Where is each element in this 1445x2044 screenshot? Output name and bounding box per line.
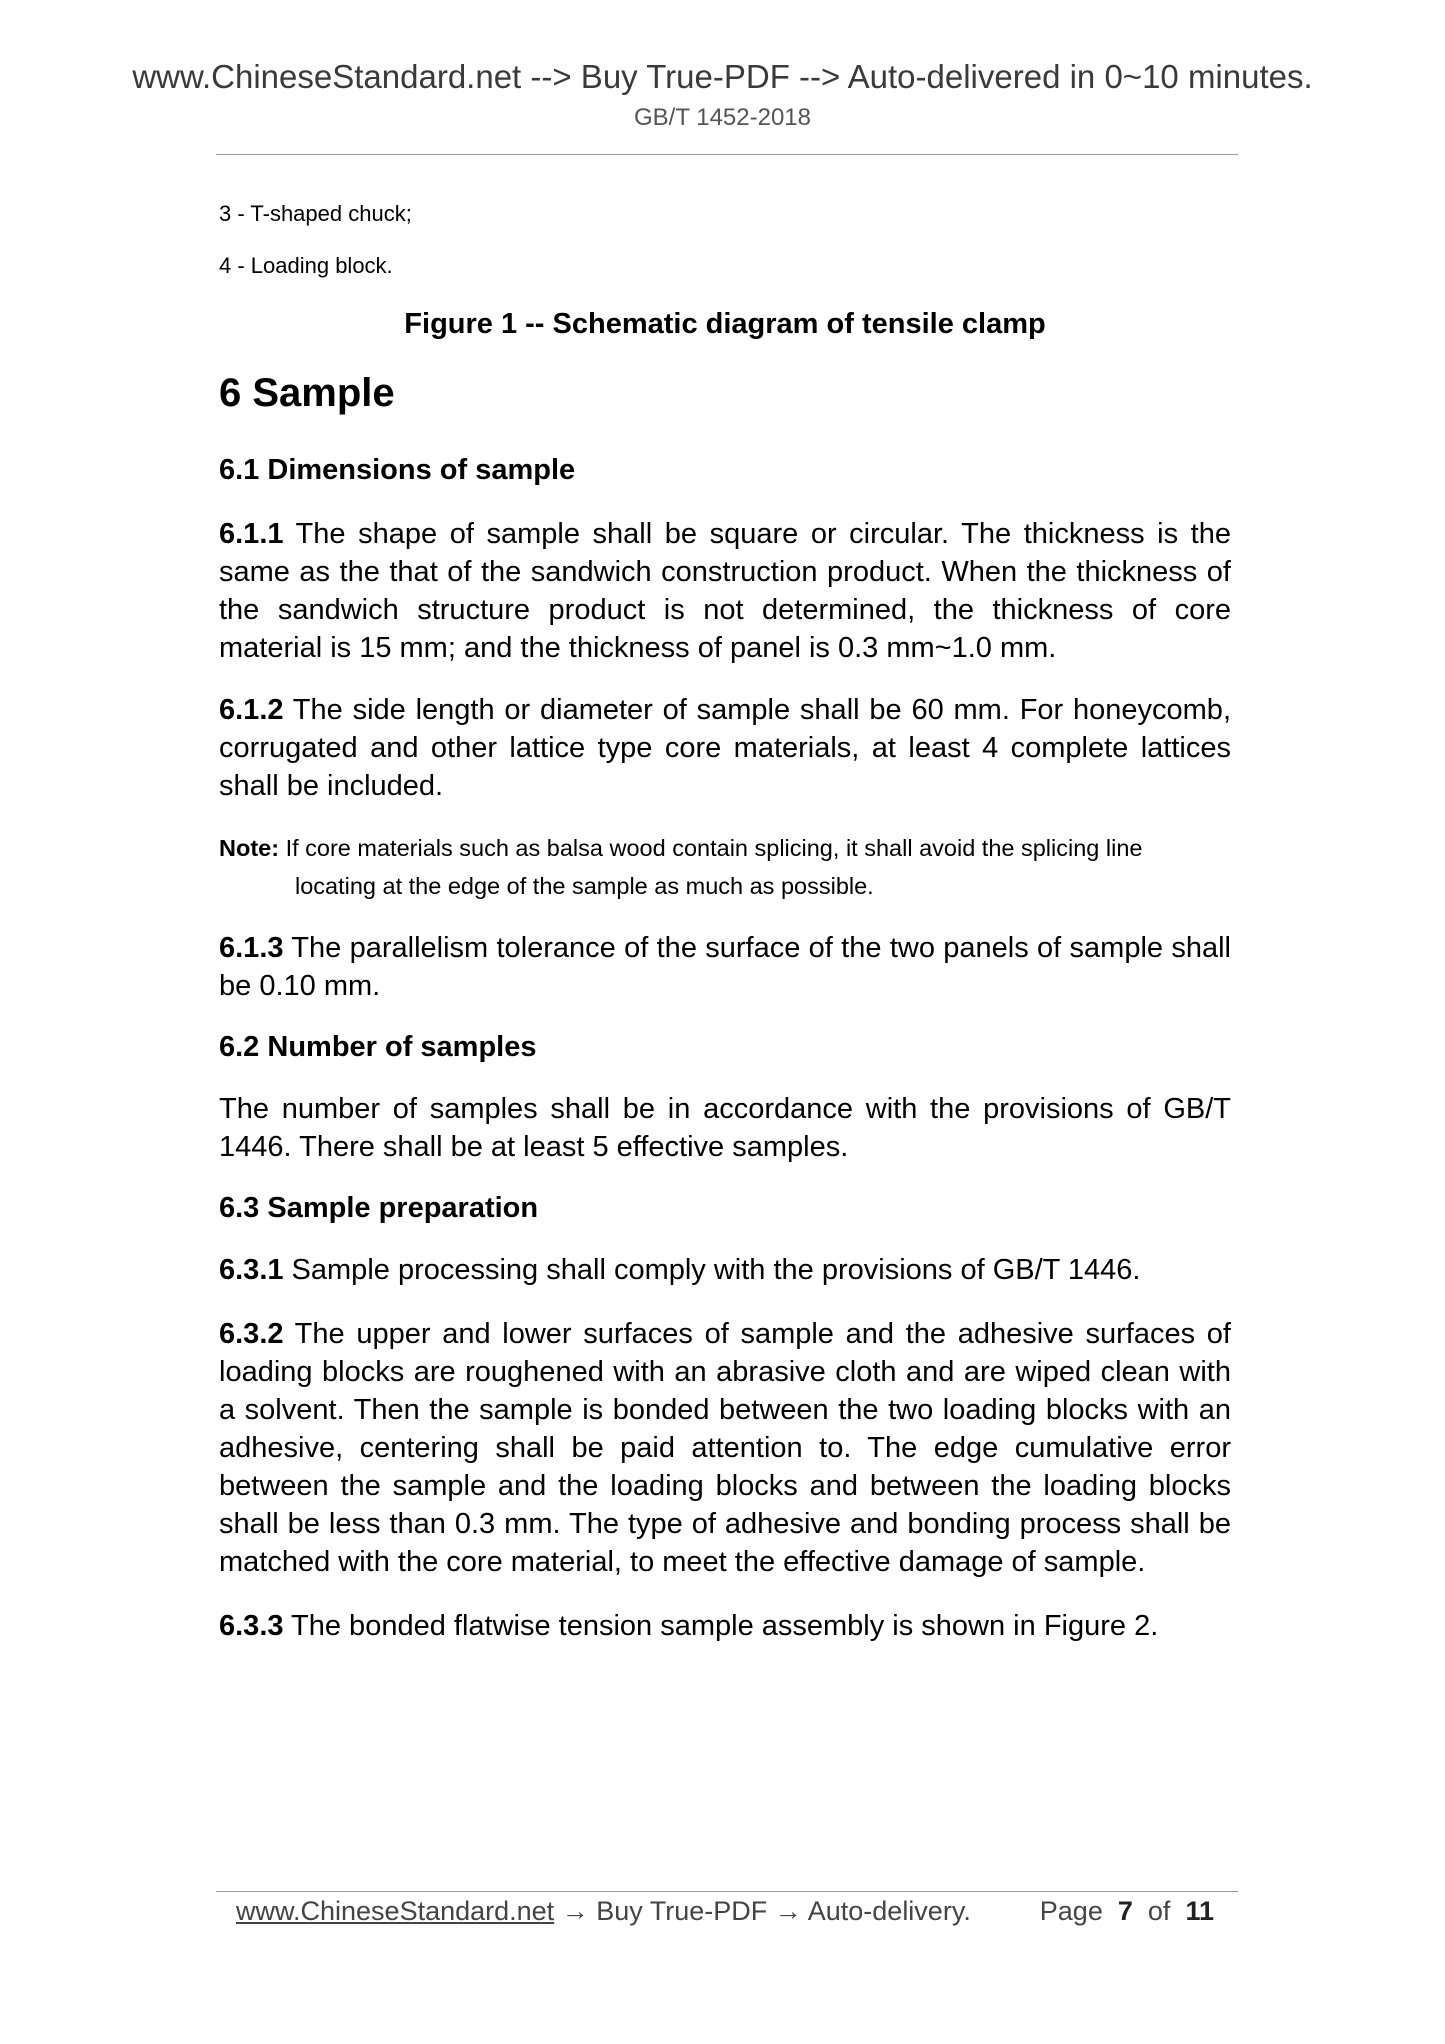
- clause-paragraph: [219, 515, 1231, 667]
- note-text: If core materials such as balsa wood contain splicing, it shall avoid the splicing line: [279, 835, 1143, 861]
- note-line: [219, 829, 1231, 867]
- clause-text: The parallelism tolerance of the surface of the two panels of sample shall be 0.10 mm.: [219, 932, 1231, 1002]
- header-divider: [216, 154, 1238, 155]
- clause-paragraph: [219, 1315, 1231, 1581]
- clause-number: 6.1.2: [219, 694, 284, 726]
- page-of-label: of: [1147, 1896, 1171, 1926]
- clause-number: 6.1.1: [219, 518, 284, 550]
- body-paragraph: The number of samples shall be in accordance with the provisions of GB/T 1446. There shall be at least 5 effective samples.: [219, 1093, 1231, 1163]
- clause-number: 6.1.3: [219, 932, 284, 964]
- figure-legend-item: 3 - T-shaped chuck;: [219, 201, 412, 226]
- note-line: locating at the edge of the sample as much as possible.: [295, 873, 874, 899]
- footer-text: → Buy True-PDF → Auto-delivery.: [554, 1896, 971, 1926]
- note-block: [219, 829, 1231, 905]
- clause-text: The shape of sample shall be square or circular. The thickness is the same as the that of the sandwich construction product. When the thickness of the sandwich structure product is not determined, the thickness of core material is 15 mm; and the thickness of panel is 0.3 mm~1.0 mm.: [219, 518, 1231, 664]
- footer-link[interactable]: www.ChineseStandard.net: [236, 1896, 555, 1926]
- clause-text: The side length or diameter of sample shall be 60 mm. For honeycomb, corrugated and other lattice type core materials, at least 4 complete lattices shall be included.: [219, 694, 1231, 802]
- footer-divider: [216, 1891, 1238, 1892]
- page-label: Page: [1039, 1896, 1103, 1926]
- page-number: 7: [1117, 1896, 1133, 1926]
- clause-text: The upper and lower surfaces of sample and the adhesive surfaces of loading blocks are roughened with an abrasive cloth and are wiped clean with a solvent. Then the sample is bonded between the two loading blocks with an adhesive, centering shall be paid attention to. The edge cumulative error between the sample and the loading blocks and between the loading blocks shall be less than 0.3 mm. The type of adhesive and bonding process shall be matched with the core material, to meet the effective damage of sample.: [219, 1318, 1231, 1578]
- clause-paragraph: [219, 929, 1231, 1005]
- clause-number: 6.3.1: [219, 1254, 284, 1286]
- clause-text: The bonded flatwise tension sample assembly is shown in Figure 2.: [283, 1610, 1159, 1642]
- section-heading: 6 Sample: [219, 371, 395, 415]
- document-id: GB/T 1452-2018: [633, 104, 811, 131]
- subsection-heading: 6.1 Dimensions of sample: [219, 454, 576, 486]
- page-indicator: [1040, 1896, 1214, 1927]
- page-footer: [236, 1896, 1236, 1927]
- subsection-heading: 6.3 Sample preparation: [219, 1192, 539, 1224]
- clause-number: 6.3.2: [219, 1318, 284, 1350]
- clause-number: 6.3.3: [219, 1610, 284, 1642]
- page-total: 11: [1185, 1896, 1214, 1926]
- figure-legend-item: 4 - Loading block.: [219, 253, 393, 278]
- clause-paragraph: [219, 1251, 1231, 1289]
- clause-paragraph: [219, 691, 1231, 805]
- clause-paragraph: [219, 1607, 1231, 1645]
- page-body: [219, 200, 1231, 1645]
- clause-text: Sample processing shall comply with the provisions of GB/T 1446.: [283, 1254, 1141, 1286]
- subsection-heading: 6.2 Number of samples: [219, 1031, 537, 1063]
- figure-caption: Figure 1 -- Schematic diagram of tensile clamp: [404, 308, 1046, 340]
- note-label: Note:: [219, 835, 280, 861]
- header-banner: www.ChineseStandard.net --> Buy True-PDF --> Auto-delivered in 0~10 minutes.: [132, 58, 1313, 95]
